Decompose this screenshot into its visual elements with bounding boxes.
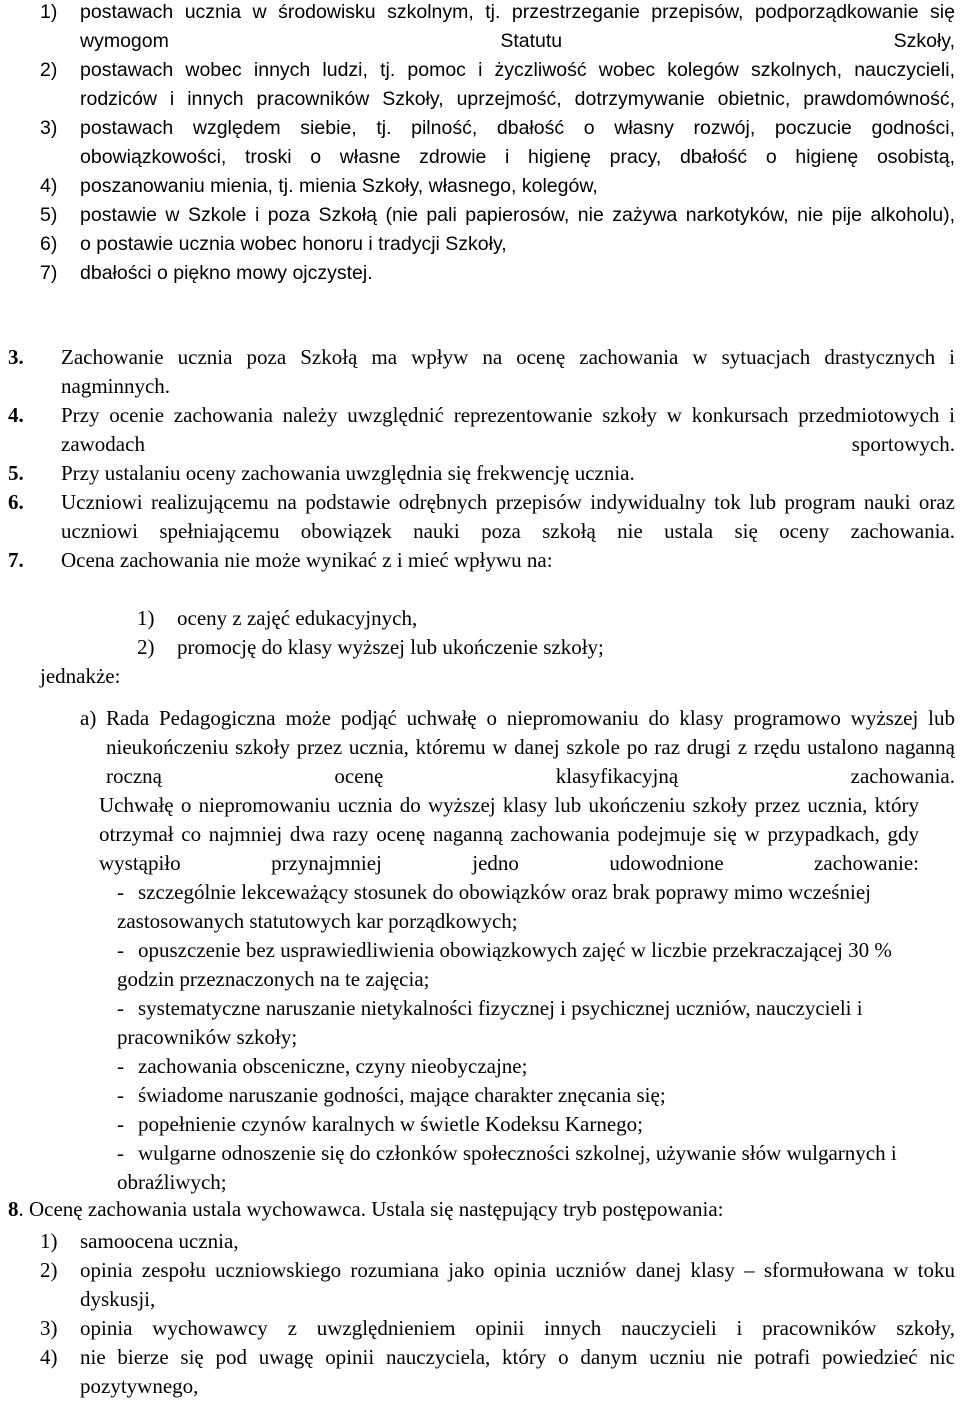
- list-item-text: poszanowaniu mienia, tj. mienia Szkoły, własnego, kolegów,: [80, 175, 598, 197]
- list-item: [0, 201, 960, 230]
- list-item-text: popełnienie czynów karalnych w świetle Kodeksu Karnego;: [138, 1112, 644, 1136]
- list-item: [0, 604, 960, 633]
- list-item: [0, 1227, 960, 1256]
- list-item-number: 5): [40, 204, 58, 226]
- list-item-text: systematyczne naruszanie nietykalności fizycznej i psychicznej uczniów, nauczycieli i pracowników szkoły;: [117, 996, 863, 1049]
- list-item: [0, 114, 960, 172]
- point-number: 6.: [8, 490, 24, 514]
- list-item-text: dbałości o piękno mowy ojczystej.: [80, 262, 373, 284]
- list-item-text: opinia wychowawcy z uwzględnieniem opinii innych nauczycieli i pracowników szkoły,: [80, 1316, 955, 1340]
- list-item: [0, 1052, 960, 1081]
- point-8: [8, 1195, 948, 1224]
- list-item-dash: -: [117, 880, 124, 904]
- list-item-text: postawie w Szkole i poza Szkołą (nie pali papierosów, nie zażywa narkotyków, nie pije alkoholu),: [80, 204, 955, 226]
- point-4: [0, 401, 960, 459]
- point-a: [0, 704, 960, 791]
- point-5: [0, 459, 960, 488]
- point-7: [0, 546, 960, 575]
- list-item: [0, 172, 960, 201]
- point-number: 3.: [8, 345, 24, 369]
- list-item: [0, 1256, 960, 1314]
- point-3: [0, 343, 960, 401]
- list-item: [0, 1139, 960, 1197]
- list-item: [0, 936, 960, 994]
- list-item: [0, 994, 960, 1052]
- list-item-text: zachowania obsceniczne, czyny nieobyczajne;: [138, 1054, 528, 1078]
- point-6: [0, 488, 960, 546]
- list-item-text: postawach wobec innych ludzi, tj. pomoc i życzliwość wobec kolegów szkolnych, nauczycieli, rodziców i innych pracowników Szkoły, uprzejmość, dotrzymywanie obietnic, prawdomówność,: [80, 59, 955, 110]
- point-text: Przy ocenie zachowania należy uwzględnić reprezentowanie szkoły w konkursach przedmiotowych i zawodach sportowych.: [61, 403, 955, 456]
- point-a-text: Rada Pedagogiczna może podjąć uchwałę o niepromowaniu do klasy programowo wyższej lub nieukończeniu szkoły przez ucznia, któremu w danej szkole po raz drugi z rzędu ustalono naganną roczną ocenę klasyfikacyjną zachowania.: [106, 706, 955, 788]
- list-item-text: o postawie ucznia wobec honoru i tradycji Szkoły,: [80, 233, 507, 255]
- list-item-text: nie bierze się pod uwagę opinii nauczyciela, który o danym uczniu nie potrafi powiedzieć nic pozytywnego,: [80, 1345, 955, 1398]
- list-item-number: 2): [40, 1258, 58, 1282]
- list-item: [0, 633, 960, 662]
- list-item-text: opuszczenie bez usprawiedliwienia obowiązkowych zajęć w liczbie przekraczającej 30 % godzin przeznaczonych na te zajęcia;: [117, 938, 892, 991]
- list-item-dash: -: [117, 1054, 124, 1078]
- list-item: [0, 56, 960, 114]
- point-number: 8: [8, 1197, 19, 1221]
- list-item-number: 3): [40, 117, 58, 139]
- list-item: [0, 1110, 960, 1139]
- list-item: [0, 1314, 960, 1343]
- numbered-points: [0, 343, 960, 575]
- list-item-number: 2): [40, 59, 58, 81]
- list-item-number: 3): [40, 1316, 58, 1340]
- list-item-number: 4): [40, 1345, 58, 1369]
- list-item-dash: -: [117, 938, 124, 962]
- list-item-text: szczególnie lekceważący stosunek do obowiązków oraz brak poprawy mimo wcześniej zastosowanych statutowych kar porządkowych;: [117, 880, 871, 933]
- point-number: 4.: [8, 403, 24, 427]
- list-item: [0, 0, 960, 56]
- list-item: [0, 878, 960, 936]
- list-item-dash: -: [117, 996, 124, 1020]
- list-item-number: 6): [40, 233, 58, 255]
- point-text: Uczniowi realizującemu na podstawie odrębnych przepisów indywidualny tok lub program nauki oraz uczniowi spełniającemu obowiązek nauki poza szkołą nie ustala się oceny zachowania.: [61, 490, 955, 543]
- list-item-text: postawach ucznia w środowisku szkolnym, tj. przestrzeganie przepisów, podporządkowanie się wymogom Statutu Szkoły,: [80, 1, 955, 52]
- resolution-paragraph: Uchwałę o niepromowaniu ucznia do wyższej klasy lub ukończeniu szkoły przez ucznia, który otrzymał co najmniej dwa razy ocenę naganną zachowania podejmuje się w przypadkach, gdy wystąpiło przynajmniej jedno udowodnione zachowanie:: [99, 793, 919, 875]
- list-item: [0, 259, 960, 288]
- list-item-text: wulgarne odnoszenie się do członków społeczności szkolnej, używanie słów wulgarnych i obraźliwych;: [117, 1141, 897, 1194]
- list-item: [0, 1343, 960, 1401]
- list-item: [0, 1081, 960, 1110]
- point-number: 5.: [8, 461, 24, 485]
- point-text: Przy ustalaniu oceny zachowania uwzględnia się frekwencję ucznia.: [61, 461, 635, 485]
- list-item-text: opinia zespołu uczniowskiego rozumiana jako opinia uczniów danej klasy – sformułowana w toku dyskusji,: [80, 1258, 955, 1311]
- jednakze-label: jednakże:: [40, 664, 121, 688]
- list-item-number: 1): [40, 1, 58, 23]
- list-item: [0, 230, 960, 259]
- list-item-text: promocję do klasy wyższej lub ukończenie szkoły;: [177, 635, 604, 659]
- point-text: . Ocenę zachowania ustala wychowawca. Ustala się następujący tryb postępowania:: [18, 1197, 724, 1221]
- list-item-number: 7): [40, 262, 58, 284]
- list-item-number: 1): [137, 606, 155, 630]
- dash-list: [0, 878, 960, 1197]
- point-text: Zachowanie ucznia poza Szkołą ma wpływ na ocenę zachowania w sytuacjach drastycznych i nagminnych.: [61, 345, 955, 398]
- point-a-label: a): [80, 706, 97, 730]
- list-item-text: oceny z zajęć edukacyjnych,: [177, 606, 418, 630]
- list-item-dash: -: [117, 1141, 124, 1165]
- list-behaviour-areas: [0, 0, 960, 288]
- point-text: Ocena zachowania nie może wynikać z i mieć wpływu na:: [61, 548, 553, 572]
- list-item-dash: -: [117, 1083, 124, 1107]
- list-item-dash: -: [117, 1112, 124, 1136]
- procedure-list: [0, 1227, 960, 1401]
- list-item-number: 2): [137, 635, 155, 659]
- list-item-text: świadome naruszanie godności, mające charakter znęcania się;: [138, 1083, 666, 1107]
- list-item-number: 4): [40, 175, 58, 197]
- point-7-sublist: [0, 604, 960, 662]
- list-item-text: samoocena ucznia,: [80, 1229, 239, 1253]
- point-number: 7.: [8, 548, 24, 572]
- list-item-text: postawach względem siebie, tj. pilność, dbałość o własny rozwój, poczucie godności, obowiązkowości, troski o własne zdrowie i higienę pracy, dbałość o higienę osobistą,: [80, 117, 955, 168]
- list-item-number: 1): [40, 1229, 58, 1253]
